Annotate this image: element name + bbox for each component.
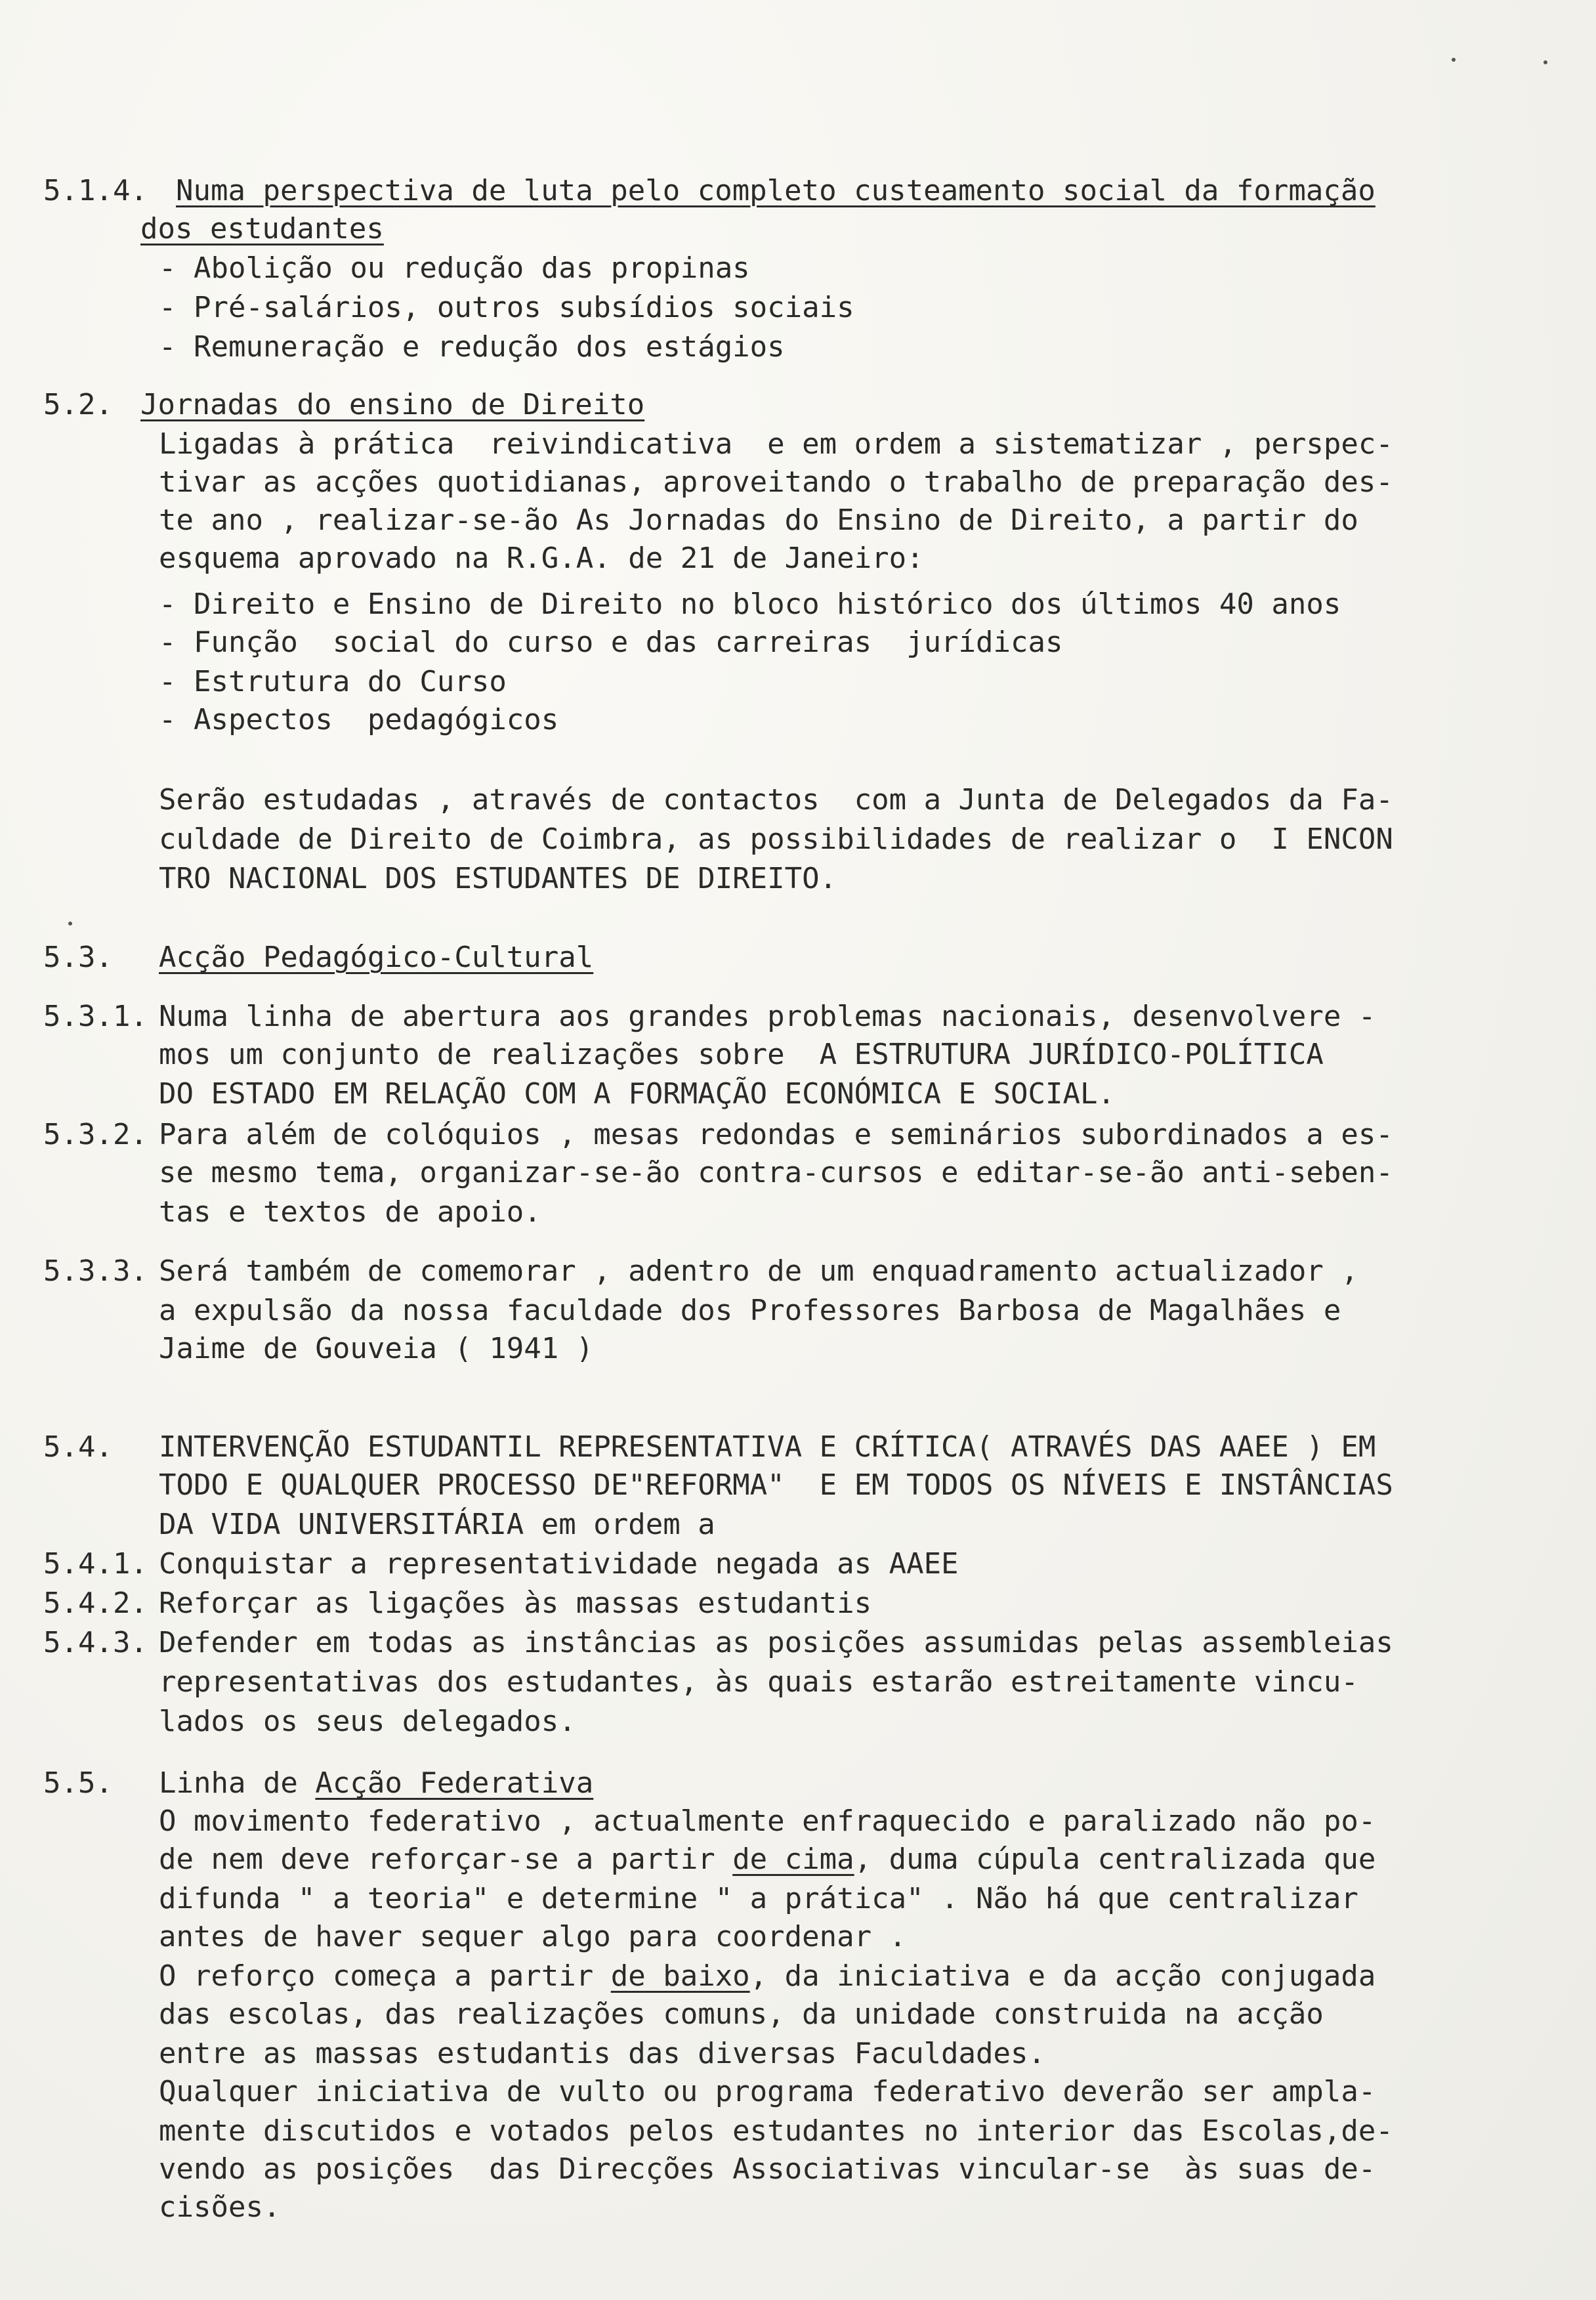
heading-prefix: Linha de xyxy=(159,1766,316,1800)
paragraph-line: O movimento federativo , actualmente enfraquecido e paralizado não po- xyxy=(159,1804,1376,1838)
paragraph-line: entre as massas estudantis das diversas Faculdades. xyxy=(159,2037,1046,2070)
text-run: , da iniciativa e da acção conjugada xyxy=(749,1959,1376,1993)
section-heading: Jornadas do ensino de Direito xyxy=(140,388,645,421)
paragraph-line: esquema aprovado na R.G.A. de 21 de Janeiro: xyxy=(159,542,924,575)
paragraph-line xyxy=(159,1957,1376,1995)
text-run: , duma cúpula centralizada que xyxy=(854,1842,1376,1876)
text-run: de nem deve reforçar-se a partir xyxy=(159,1842,733,1876)
page-speck xyxy=(1452,58,1456,62)
underlined-phrase: de cima xyxy=(732,1842,854,1876)
paragraph-line: culdade de Direito de Coimbra, as possibilidades de realizar o I ENCON xyxy=(159,822,1393,856)
subsection-number: 5.3.3. xyxy=(43,1254,148,1288)
list-item: - Abolição ou redução das propinas xyxy=(159,251,750,285)
paragraph-line: Defender em todas as instâncias as posições assumidas pelas assembleias xyxy=(159,1626,1393,1659)
section-heading: INTERVENÇÃO ESTUDANTIL REPRESENTATIVA E CRÍTICA( ATRAVÉS DAS AAEE ) EM xyxy=(159,1430,1376,1464)
section-heading: Numa perspectiva de luta pelo completo custeamento social da formação xyxy=(176,174,1376,207)
paragraph-line: se mesmo tema, organizar-se-ão contra-cursos e editar-se-ão anti-seben- xyxy=(159,1156,1393,1189)
list-item: - Direito e Ensino de Direito no bloco histórico dos últimos 40 anos xyxy=(159,587,1341,621)
paragraph-line: lados os seus delegados. xyxy=(159,1705,576,1738)
paragraph-line: TRO NACIONAL DOS ESTUDANTES DE DIREITO. xyxy=(159,862,837,895)
subsection-number: 5.3.2. xyxy=(43,1118,148,1151)
section-number: 5.1.4. xyxy=(43,174,148,207)
section-number: 5.3. xyxy=(43,941,113,974)
paragraph-line: antes de haver sequer algo para coordenar . xyxy=(159,1920,907,1953)
section-heading-cont: TODO E QUALQUER PROCESSO DE"REFORMA" E EM TODOS OS NÍVEIS E INSTÂNCIAS xyxy=(159,1468,1393,1502)
paragraph-line: das escolas, das realizações comuns, da unidade construida na acção xyxy=(159,1997,1324,2031)
underlined-phrase: de baixo xyxy=(610,1959,750,1993)
section-number: 5.2. xyxy=(43,388,113,421)
list-item: - Estrutura do Curso xyxy=(159,665,507,698)
paragraph-line: representativas dos estudantes, às quais estarão estreitamente vincu- xyxy=(159,1665,1358,1699)
paragraph-line: mos um conjunto de realizações sobre A ESTRUTURA JURÍDICO-POLÍTICA xyxy=(159,1038,1324,1071)
page-speck xyxy=(68,922,72,926)
subsection-number: 5.4.2. xyxy=(43,1587,148,1620)
paragraph-line: Serão estudadas , através de contactos com a Junta de Delegados da Fa- xyxy=(159,783,1393,817)
paragraph-line: difunda " a teoria" e determine " a prática" . Não há que centralizar xyxy=(159,1882,1358,1915)
paragraph-line: a expulsão da nossa faculdade dos Professores Barbosa de Magalhães e xyxy=(159,1294,1341,1327)
heading-underlined: Acção Federativa xyxy=(315,1766,594,1800)
section-number: 5.4. xyxy=(43,1430,113,1464)
paragraph-line: vendo as posições das Direcções Associativas vincular-se às suas de- xyxy=(159,2152,1376,2186)
paragraph-line: Para além de colóquios , mesas redondas e seminários subordinados a es- xyxy=(159,1118,1393,1151)
text-run: O reforço começa a partir xyxy=(159,1959,611,1993)
paragraph-line: cisões. xyxy=(159,2190,281,2224)
subsection-number: 5.4.3. xyxy=(43,1626,148,1659)
paragraph-line: Reforçar as ligações às massas estudantis xyxy=(159,1587,872,1620)
page-speck xyxy=(1544,60,1547,64)
paragraph-line: Ligadas à prática reivindicativa e em ordem a sistematizar , perspec- xyxy=(159,427,1393,461)
section-heading-cont: dos estudantes xyxy=(140,212,384,245)
section-heading xyxy=(159,1764,593,1802)
list-item: - Pré-salários, outros subsídios sociais xyxy=(159,291,854,324)
paragraph-line: tas e textos de apoio. xyxy=(159,1195,541,1229)
section-heading-cont: DA VIDA UNIVERSITÁRIA em ordem a xyxy=(159,1508,715,1541)
paragraph-line: Qualquer iniciativa de vulto ou programa federativo deverão ser ampla- xyxy=(159,2075,1376,2108)
paragraph-line: Conquistar a representatividade negada as AAEE xyxy=(159,1547,959,1581)
paragraph-line xyxy=(159,1841,1376,1879)
list-item: - Função social do curso e das carreiras jurídicas xyxy=(159,626,1063,659)
paragraph-line: DO ESTADO EM RELAÇÃO COM A FORMAÇÃO ECONÓMICA E SOCIAL. xyxy=(159,1077,1115,1111)
list-item: - Remuneração e redução dos estágios xyxy=(159,330,785,364)
paragraph-line: Jaime de Gouveia ( 1941 ) xyxy=(159,1332,594,1365)
paragraph-line: Numa linha de abertura aos grandes problemas nacionais, desenvolvere - xyxy=(159,1000,1376,1033)
paragraph-line: te ano , realizar-se-ão As Jornadas do Ensino de Direito, a partir do xyxy=(159,503,1358,537)
subsection-number: 5.4.1. xyxy=(43,1547,148,1581)
list-item: - Aspectos pedagógicos xyxy=(159,703,559,736)
paragraph-line: Será também de comemorar , adentro de um enquadramento actualizador , xyxy=(159,1254,1358,1288)
section-number: 5.5. xyxy=(43,1766,113,1800)
section-heading: Acção Pedagógico-Cultural xyxy=(159,941,594,974)
paragraph-line: mente discutidos e votados pelos estudantes no interior das Escolas,de- xyxy=(159,2114,1393,2148)
paragraph-line: tivar as acções quotidianas, aproveitando o trabalho de preparação des- xyxy=(159,465,1393,499)
subsection-number: 5.3.1. xyxy=(43,1000,148,1033)
